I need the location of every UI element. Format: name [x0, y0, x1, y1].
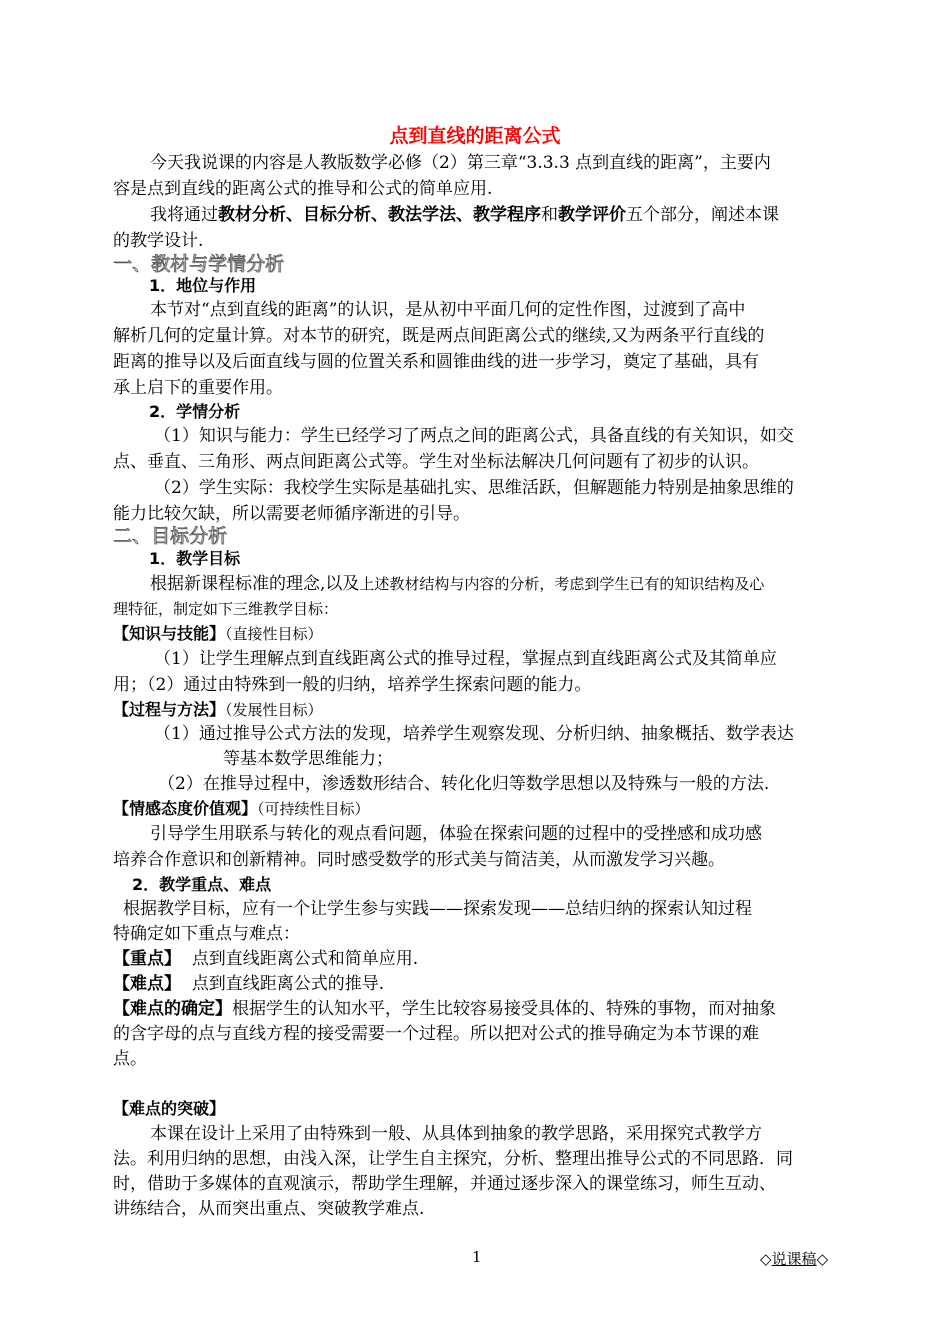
- tag-note: （直接性目标）: [225, 625, 323, 643]
- paragraph-line: [113, 997, 776, 1021]
- paragraph-line: 理特征，制定如下三维教学目标：: [113, 600, 339, 618]
- key-point-line: [113, 947, 418, 971]
- text-span: 根据新课程标准的理念,以及: [150, 574, 360, 594]
- difficulty-tag: 【难点】: [113, 974, 181, 994]
- intro-line: 容是点到直线的距离公式的推导和公式的简单应用.: [113, 179, 493, 199]
- paragraph-line: 点。: [113, 1049, 147, 1069]
- paragraph-line: 法。利用归纳的思想，由浅入深，让学生自主探究，分析、整理出推导公式的不同思路．同: [113, 1149, 793, 1169]
- tag-note: （可持续性目标）: [257, 800, 370, 818]
- text-span: 和: [541, 205, 558, 225]
- paragraph-line: 的含字母的点与直线方程的接受需要一个过程。所以把对公式的推导确定为本节课的难: [113, 1024, 759, 1044]
- goal-tag: [113, 622, 323, 646]
- page-number: 1: [472, 1248, 482, 1266]
- text-span: 上述教材结构与内容的分析，考虑到学生已有的知识结构及心: [359, 575, 765, 593]
- paragraph-line: 时，借助于多媒体的直观演示，帮助学生理解，并通过逐步深入的课堂练习，师生互动、: [113, 1174, 776, 1194]
- paragraph-line: 解析几何的定量计算。对本节的研究，既是两点间距离公式的继续,又为两条平行直线的: [113, 326, 765, 346]
- text-span: 根据学生的认知水平，学生比较容易接受具体的、特殊的事物，而对抽象: [232, 999, 776, 1019]
- difficulty-determination-tag: 【难点的确定】: [113, 999, 232, 1019]
- paragraph-line: 能力比较欠缺，所以需要老师循序渐进的引导。: [113, 504, 470, 524]
- paragraph-line: 等基本数学思维能力；: [223, 749, 393, 769]
- tag-label: 【过程与方法】: [113, 700, 226, 719]
- diamond-icon: ◇: [816, 1250, 829, 1268]
- intro-line: 的教学设计.: [113, 231, 204, 251]
- paragraph-line: 培养合作意识和创新精神。同时感受数学的形式美与简洁美，从而激发学习兴趣。: [113, 850, 725, 870]
- tag-note: （发展性目标）: [225, 701, 323, 719]
- paragraph-line: 特确定如下重点与难点：: [113, 924, 300, 944]
- paragraph-line: 讲练结合，从而突出重点、突破教学难点.: [113, 1199, 425, 1219]
- paragraph-line: [150, 572, 764, 596]
- paragraph-line: 根据教学目标，应有一个让学生参与实践——探索发现——总结归纳的探索认知过程: [123, 899, 752, 919]
- paragraph-line: 本课在设计上采用了由特殊到一般、从具体到抽象的教学思路，采用探究式教学方: [150, 1124, 762, 1144]
- section-heading: 一、教材与学情分析: [113, 253, 285, 275]
- goal-tag: [113, 797, 370, 821]
- bold-text: 教学评价: [558, 205, 626, 225]
- intro-line: [150, 203, 779, 227]
- subsection-heading: 2．学情分析: [149, 402, 241, 421]
- key-point-text: 点到直线距离公式和简单应用.: [191, 949, 419, 969]
- paragraph-line: 点、垂直、三角形、两点间距离公式等。学生对坐标法解决几何问题有了初步的认识。: [113, 452, 759, 472]
- paragraph-line: （1）知识与能力：学生已经学习了两点之间的距离公式，具备直线的有关知识，如交: [154, 426, 794, 446]
- difficulty-line: [113, 972, 384, 996]
- bold-text: 教材分析、目标分析、教法学法、教学程序: [218, 205, 541, 225]
- paragraph-line: 引导学生用联系与转化的观点看问题，体验在探索问题的过程中的受挫感和成功感: [150, 824, 762, 844]
- tag-label: 【知识与技能】: [113, 624, 226, 643]
- difficulty-breakthrough-tag: 【难点的突破】: [113, 1099, 226, 1118]
- text-span: 我将通过: [150, 205, 218, 225]
- text-span: 五个部分，阐述本课: [626, 205, 779, 225]
- subsection-heading: 2．教学重点、难点: [132, 875, 272, 894]
- paragraph-line: 用；（2）通过由特殊到一般的归纳，培养学生探索问题的能力。: [113, 675, 592, 695]
- paragraph-line: （2）学生实际：我校学生实际是基础扎实、思维活跃，但解题能力特别是抽象思维的: [154, 478, 794, 498]
- paragraph-line: 距离的推导以及后面直线与圆的位置关系和圆锥曲线的进一步学习，奠定了基础，具有: [113, 352, 759, 372]
- goal-tag: [113, 698, 323, 722]
- section-heading: 二、目标分析: [113, 525, 228, 547]
- footer-mark: [760, 1248, 828, 1269]
- subsection-heading: 1．地位与作用: [149, 276, 257, 295]
- paragraph-line: （2）在推导过程中，渗透数形结合、转化化归等数学思想以及特殊与一般的方法.: [158, 774, 770, 794]
- page-title: 点到直线的距离公式: [389, 125, 561, 147]
- paragraph-line: 承上启下的重要作用。: [113, 378, 283, 398]
- intro-line: 今天我说课的内容是人教版数学必修（2）第三章“3.3.3 点到直线的距离”，主要内: [150, 153, 771, 173]
- key-point-tag: 【重点】: [113, 949, 181, 969]
- paragraph-line: （1）通过推导公式方法的发现，培养学生观察发现、分析归纳、抽象概括、数学表达: [154, 724, 794, 744]
- diamond-icon: ◇: [760, 1250, 772, 1268]
- subsection-heading: 1．教学目标: [149, 549, 241, 568]
- paragraph-line: （1）让学生理解点到直线距离公式的推导过程，掌握点到直线距离公式及其简单应: [154, 649, 777, 669]
- footer-label: 说课稿: [771, 1250, 817, 1268]
- paragraph-line: 本节对“点到直线的距离”的认识，是从初中平面几何的定性作图，过渡到了高中: [150, 300, 746, 320]
- difficulty-text: 点到直线距离公式的推导.: [191, 974, 385, 994]
- tag-label: 【情感态度价值观】: [113, 799, 258, 818]
